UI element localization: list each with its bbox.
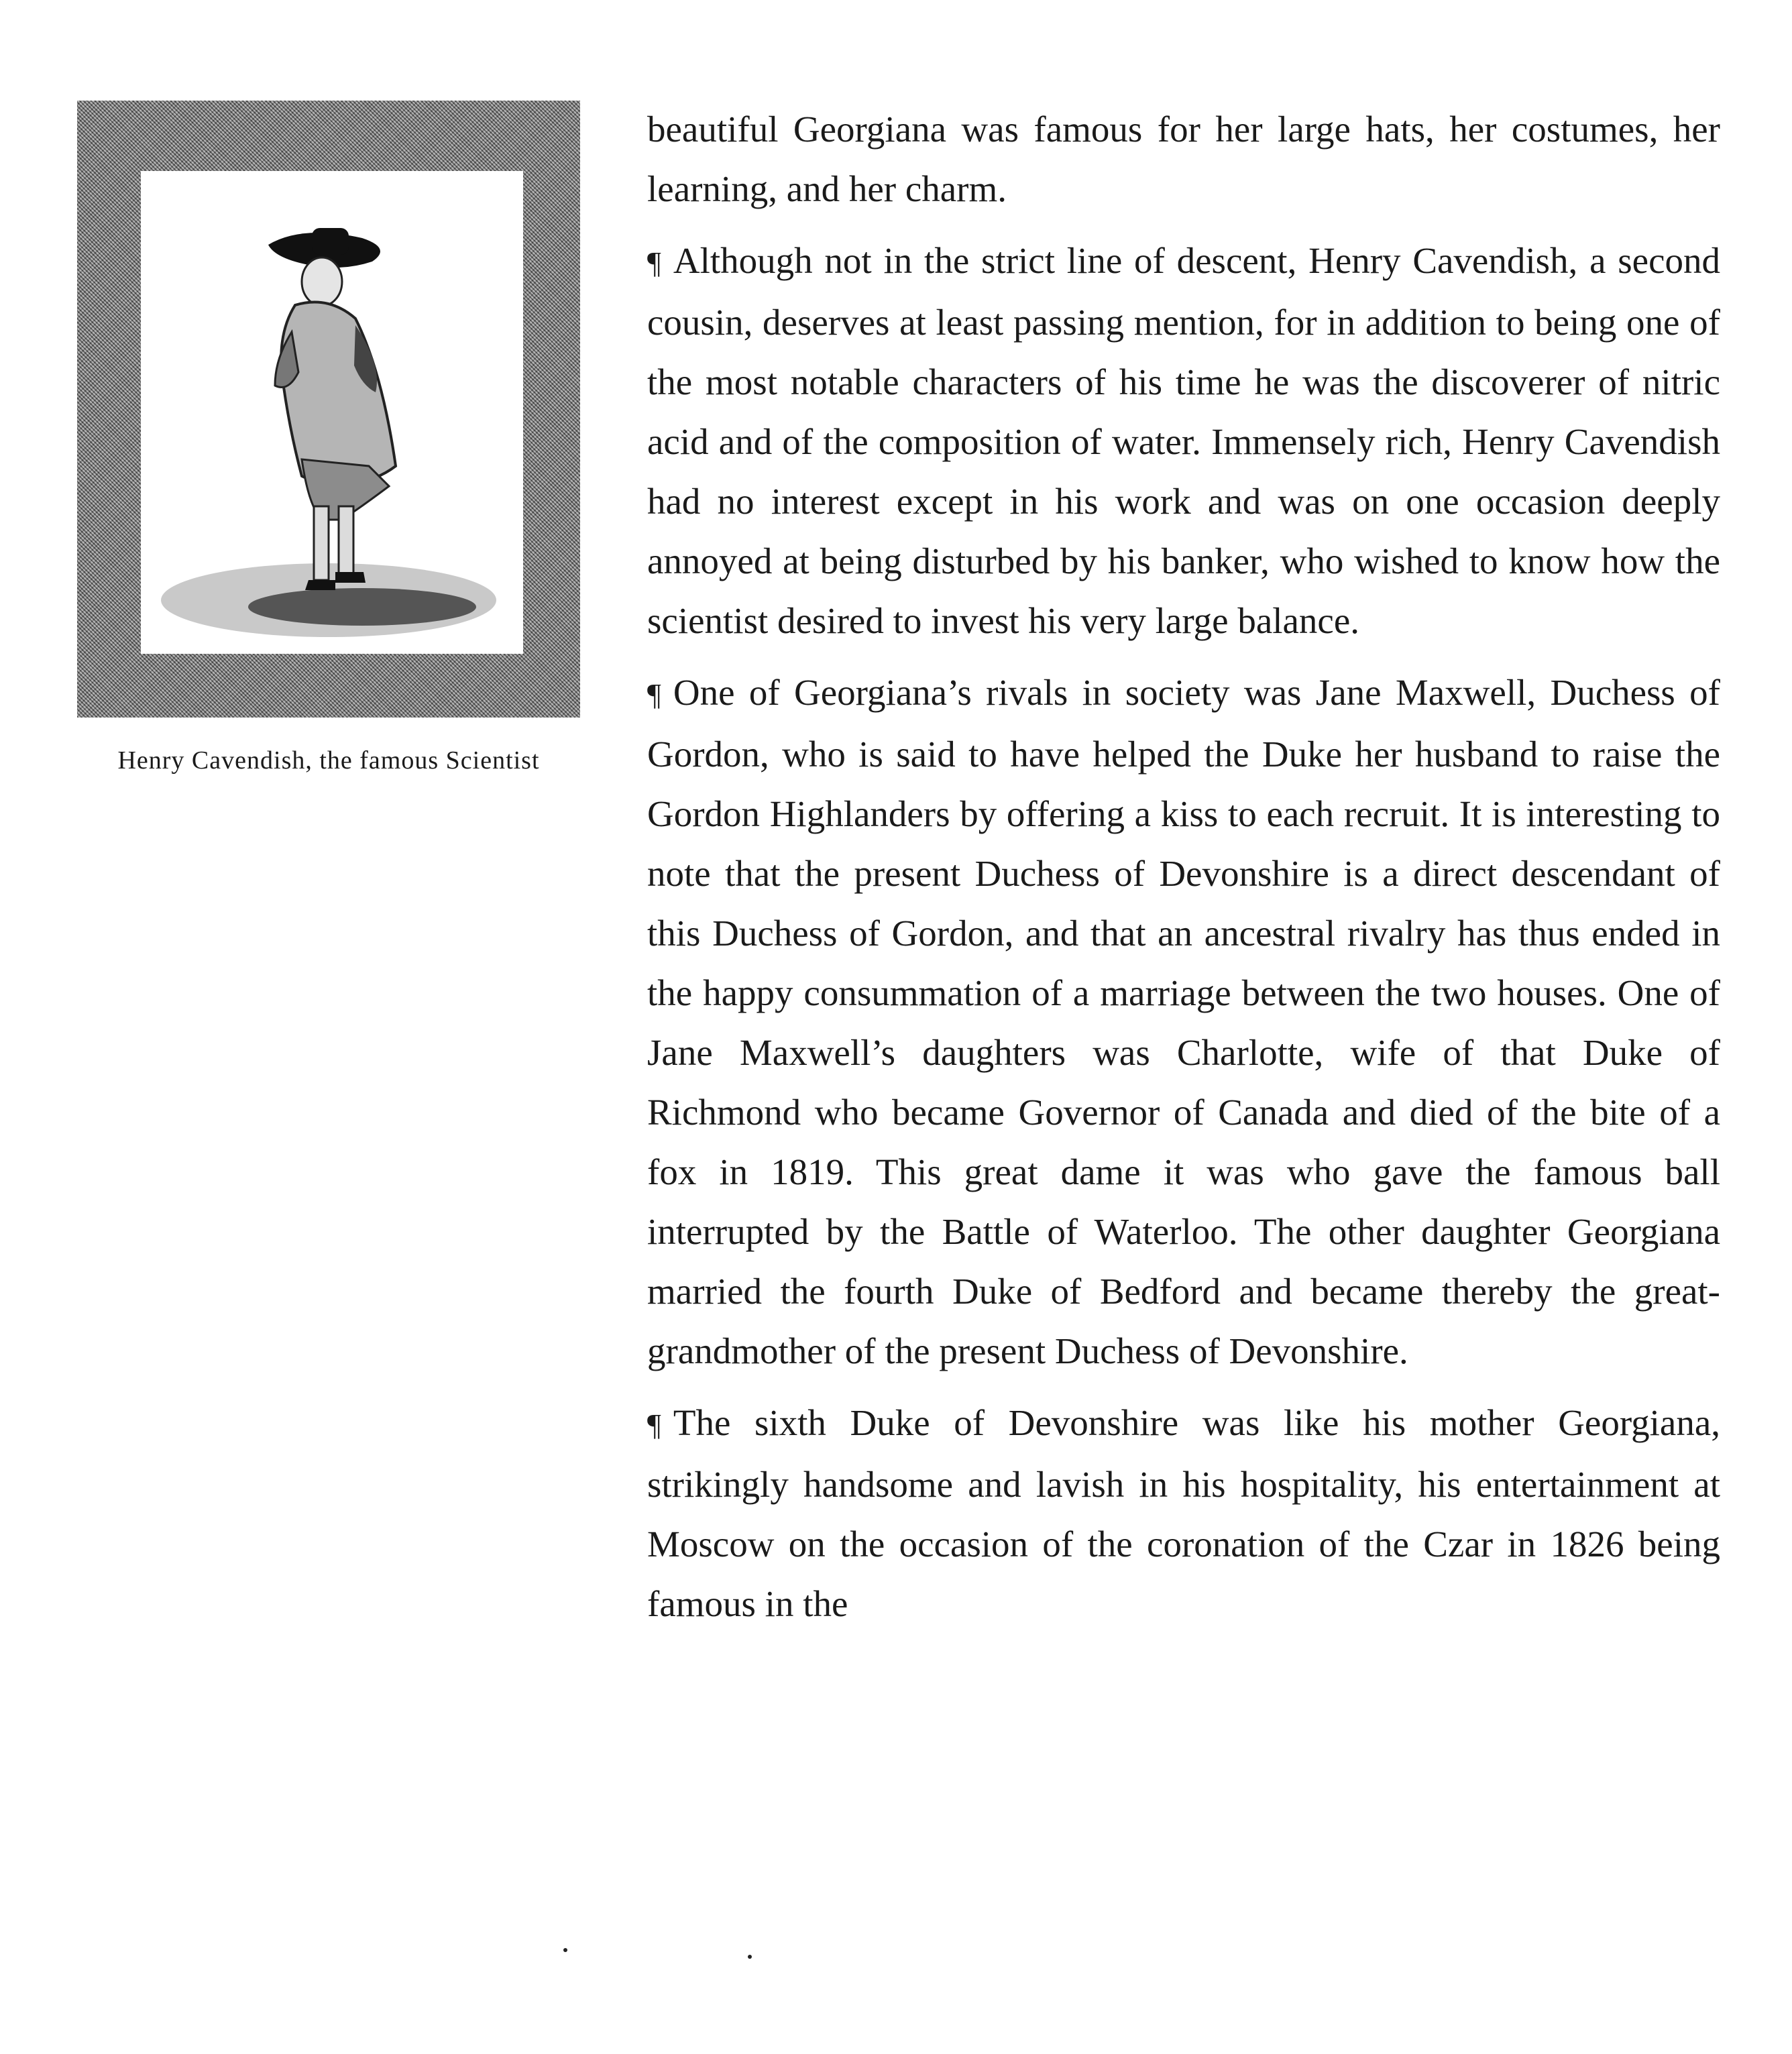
paragraph	[647, 663, 1720, 1381]
portrait-engraving	[141, 171, 523, 654]
paragraph-text: One of Georgiana’s rivals in society was Jane Maxwell, Duchess of Gordon, who is said to have helped the Duke her husband to raise the Gordon Highlanders by offering a kiss to each recruit. It is interesting to note that the present Duchess of Devonshire is a direct descendant of this Duchess of Gordon, and that an ancestral rivalry has thus ended in the happy consummation of a marriage between the two houses. One of Jane Maxwell’s daughters was Charlotte, wife of that Duke of Richmond who became Governor of Canada and died of the bite of a fox in 1819. This great dame it was who gave the famous ball interrupted by the Battle of Waterloo. The other daughter Georgiana married the fourth Duke of Bedford and became thereby the great-grandmother of the present Duchess of Devonshire.	[647, 672, 1720, 1371]
print-speck	[563, 1948, 567, 1952]
print-speck	[748, 1955, 752, 1959]
pilcrow-icon: ¶	[647, 245, 661, 280]
portrait-plate	[77, 101, 580, 718]
pilcrow-icon: ¶	[647, 1408, 661, 1442]
paragraph	[647, 99, 1720, 219]
pilcrow-icon: ¶	[647, 677, 661, 711]
engraving-portrait-icon	[141, 171, 523, 654]
paragraph-text: The sixth Duke of Devonshire was like his mother Georgiana, strikingly handsome and lavish in his hospitality, his entertainment at Moscow on the occasion of the coronation of the Czar in 1826 being famous in the	[647, 1402, 1720, 1624]
figure-caption: Henry Cavendish, the famous Scientist	[117, 746, 540, 775]
paragraph	[647, 1393, 1720, 1634]
paragraph-text: Although not in the strict line of descent, Henry Cavendish, a second cousin, deserves at least passing mention, for in addition to being one of the most notable characters of his time he was the discoverer of nitric acid and of the composition of water. Immensely rich, Henry Cavendish had no interest except in his work and was on one occasion deeply annoyed at being disturbed by his banker, who wished to know how the scientist desired to invest his very large balance.	[647, 240, 1720, 641]
paragraph	[647, 231, 1720, 650]
body-text	[647, 99, 1720, 1646]
paragraph-text: beautiful Georgiana was famous for her large hats, her costumes, her learning, and her charm.	[647, 109, 1720, 209]
